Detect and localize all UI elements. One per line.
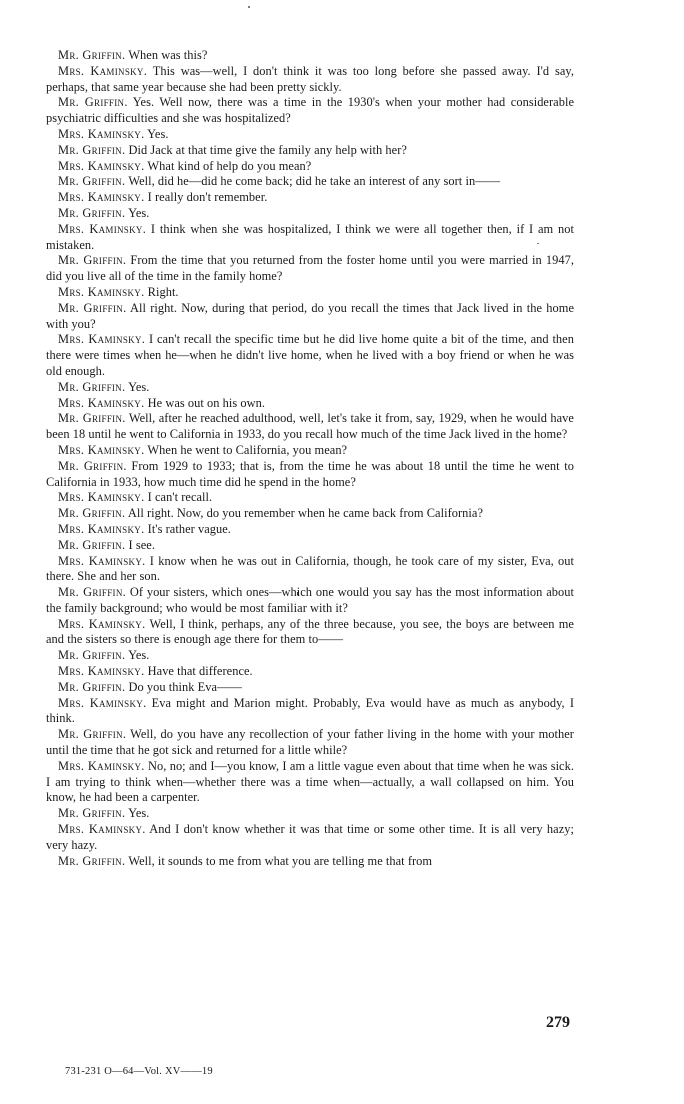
speaker-name: Mrs. Kaminsky.: [58, 332, 146, 347]
speaker-name: Mrs. Kaminsky.: [58, 395, 145, 410]
testimony-paragraph: [46, 727, 574, 759]
speaker-name: Mr. Griffin.: [58, 300, 127, 315]
speaker-name: Mr. Griffin.: [58, 95, 128, 110]
statement-text: Yes. Well now, there was a time in the 1930's when your mother had considerable psychiatric difficulties and she was hospitalized?: [46, 95, 574, 126]
statement-text: Yes.: [128, 648, 150, 663]
speaker-name: Mr. Griffin.: [58, 853, 126, 868]
statement-text: Yes.: [147, 126, 169, 141]
testimony-paragraph: [46, 506, 574, 522]
testimony-paragraph: [46, 190, 574, 206]
statement-text: Well, after he reached adulthood, well, let's take it from, say, 1929, when he would have been 18 until he went to California in 1933, do you recall how much of the time Jack lived in the home?: [46, 411, 574, 442]
speaker-name: Mrs. Kaminsky.: [58, 521, 145, 536]
testimony-paragraph: [46, 127, 574, 143]
speaker-name: Mr. Griffin.: [58, 411, 126, 426]
speaker-name: Mrs. Kaminsky.: [58, 616, 146, 631]
testimony-paragraph: [46, 253, 574, 285]
speaker-name: Mrs. Kaminsky.: [58, 695, 147, 710]
statement-text: Did Jack at that time give the family any help with her?: [128, 142, 407, 157]
statement-text: Eva might and Marion might. Probably, Eva would have as much as anybody, I think.: [46, 695, 574, 726]
statement-text: When he went to California, you mean?: [147, 442, 348, 457]
testimony-paragraph: [46, 696, 574, 728]
testimony-paragraph: [46, 411, 574, 443]
statement-text: No, no; and I—you know, I am a little vague even about that time when he was sick. I am trying to think when—whether there was a time when—actually, a wall collapsed on him. You know, he had been a carpenter.: [46, 758, 574, 805]
statement-text: I think when she was hospitalized, I think we were all together then, if I am not mistaken.: [46, 221, 574, 252]
testimony-paragraph: [46, 95, 574, 127]
statement-text: From the time that you returned from the foster home until you were married in 1947, did you live all of the time in the family home?: [46, 253, 574, 284]
speaker-name: Mrs. Kaminsky.: [58, 126, 145, 141]
speaker-name: Mr. Griffin.: [58, 585, 127, 600]
statement-text: Well, do you have any recollection of your father living in the home with your mother until the time that he got sick and returned for a little while?: [46, 727, 574, 758]
testimony-paragraph: [46, 664, 574, 680]
speaker-name: Mr. Griffin.: [58, 506, 126, 521]
testimony-paragraph: [46, 443, 574, 459]
testimony-paragraph: [46, 332, 574, 379]
speaker-name: Mrs. Kaminsky.: [58, 63, 148, 78]
page-number: 279: [546, 1014, 570, 1031]
testimony-paragraph: [46, 301, 574, 333]
speaker-name: Mr. Griffin.: [58, 806, 126, 821]
speaker-name: Mrs. Kaminsky.: [58, 221, 147, 236]
statement-text: He was out on his own.: [147, 395, 266, 410]
testimony-paragraph: [46, 522, 574, 538]
testimony-paragraph: [46, 490, 574, 506]
speaker-name: Mrs. Kaminsky.: [58, 822, 146, 837]
statement-text: All right. Now, during that period, do you recall the times that Jack lived in the home with you?: [46, 300, 574, 331]
speaker-name: Mrs. Kaminsky.: [58, 664, 145, 679]
speaker-name: Mrs. Kaminsky.: [58, 442, 145, 457]
statement-text: When was this?: [128, 48, 208, 62]
testimony-paragraph: [46, 854, 574, 870]
speaker-name: Mr. Griffin.: [58, 174, 126, 189]
speaker-name: Mr. Griffin.: [58, 48, 126, 62]
statement-text: What kind of help do you mean?: [147, 158, 312, 173]
testimony-paragraph: [46, 806, 574, 822]
testimony-paragraph: [46, 585, 574, 617]
statement-text: I see.: [128, 537, 155, 552]
statement-text: All right. Now, do you remember when he came back from California?: [127, 506, 484, 521]
statement-text: It's rather vague.: [147, 521, 231, 536]
speaker-name: Mr. Griffin.: [58, 648, 126, 663]
statement-text: I can't recall the specific time but he did live home quite a bit of the time, and then there were times when he—when he didn't live home, when he lived with a boy friend or when he was old enough.: [46, 332, 574, 378]
statement-text: I know when he was out in California, though, he took care of my sister, Eva, out there. She and her son.: [46, 553, 574, 584]
speaker-name: Mrs. Kaminsky.: [58, 553, 146, 568]
speaker-name: Mr. Griffin.: [58, 142, 126, 157]
statement-text: Have that difference.: [147, 664, 253, 679]
statement-text: Well, did he—did he come back; did he take an interest of any sort in——: [128, 174, 501, 189]
speaker-name: Mr. Griffin.: [58, 458, 127, 473]
statement-text: And I don't know whether it was that time or some other time. It is all very hazy; very hazy.: [46, 822, 574, 852]
testimony-paragraph: [46, 538, 574, 554]
scan-mark: [248, 6, 250, 8]
statement-text: Yes.: [128, 806, 150, 821]
statement-text: Well, I think, perhaps, any of the three because, you see, the boys are between me and the sisters so there is enough age there for them to——: [46, 616, 574, 647]
testimony-paragraph: [46, 648, 574, 664]
speaker-name: Mrs. Kaminsky.: [58, 758, 145, 773]
testimony-paragraph: [46, 159, 574, 175]
statement-text: Right.: [147, 284, 179, 299]
testimony-paragraph: [46, 48, 574, 64]
statement-text: I really don't remember.: [147, 190, 268, 205]
testimony-paragraph: [46, 680, 574, 696]
speaker-name: Mrs. Kaminsky.: [58, 190, 145, 205]
testimony-paragraph: [46, 206, 574, 222]
testimony-paragraph: [46, 380, 574, 396]
testimony-paragraph: [46, 222, 574, 254]
speaker-name: Mrs. Kaminsky.: [58, 490, 145, 505]
testimony-paragraph: [46, 174, 574, 190]
statement-text: Yes.: [128, 379, 150, 394]
statement-text: Yes.: [128, 205, 150, 220]
speaker-name: Mr. Griffin.: [58, 253, 127, 268]
statement-text: Do you think Eva——: [128, 679, 242, 694]
testimony-paragraph: [46, 143, 574, 159]
speaker-name: Mrs. Kaminsky.: [58, 158, 145, 173]
print-footer: 731-231 O—64—Vol. XV——19: [65, 1066, 213, 1077]
speaker-name: Mr. Griffin.: [58, 727, 127, 742]
testimony-transcript: [46, 48, 574, 869]
speaker-name: Mr. Griffin.: [58, 679, 126, 694]
statement-text: Of your sisters, which ones—which one would you say has the most information about the family background; who would be most familiar with it?: [46, 585, 574, 615]
statement-text: Well, it sounds to me from what you are telling me that from: [128, 853, 433, 868]
testimony-paragraph: [46, 459, 574, 491]
testimony-paragraph: [46, 396, 574, 412]
testimony-paragraph: [46, 822, 574, 854]
testimony-paragraph: [46, 285, 574, 301]
speaker-name: Mr. Griffin.: [58, 537, 126, 552]
statement-text: From 1929 to 1933; that is, from the time he was about 18 until the time he went to California in 1933, how much time did he spend in the home?: [46, 458, 574, 489]
statement-text: This was—well, I don't think it was too long before she passed away. I'd say, perhaps, that same year because she had been pretty sickly.: [46, 63, 574, 94]
speaker-name: Mr. Griffin.: [58, 205, 126, 220]
statement-text: I can't recall.: [147, 490, 213, 505]
speaker-name: Mrs. Kaminsky.: [58, 284, 145, 299]
testimony-paragraph: [46, 617, 574, 649]
testimony-paragraph: [46, 64, 574, 96]
testimony-paragraph: [46, 554, 574, 586]
speaker-name: Mr. Griffin.: [58, 379, 126, 394]
testimony-paragraph: [46, 759, 574, 806]
